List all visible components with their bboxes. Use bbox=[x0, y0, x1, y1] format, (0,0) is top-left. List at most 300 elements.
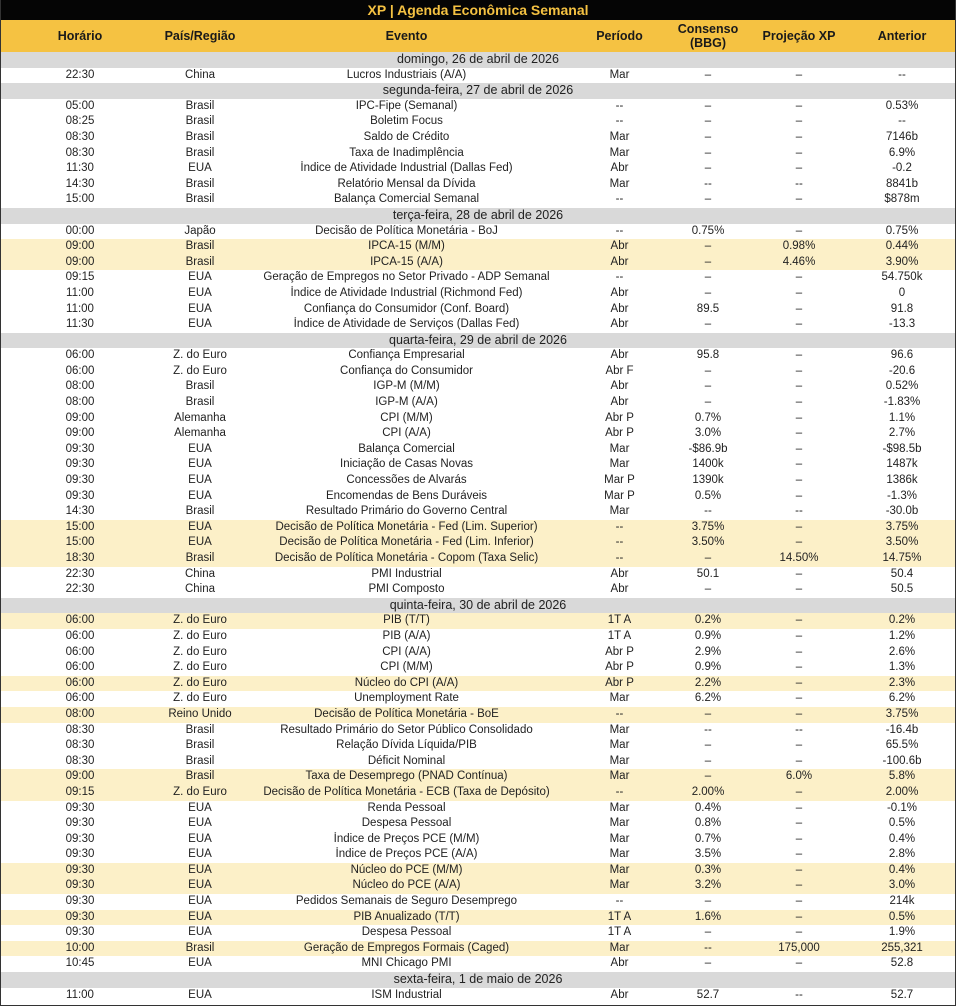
cell-country: Brasil bbox=[185, 552, 215, 564]
table-row bbox=[1, 442, 955, 458]
cell-event: Índice de Atividade Industrial (Richmond Fed) bbox=[290, 286, 523, 299]
cell-xp-projection: – bbox=[795, 785, 803, 798]
cell-period: Abr bbox=[610, 988, 629, 1001]
cell-event: Boletim Focus bbox=[370, 115, 443, 128]
cell-time: 11:00 bbox=[66, 988, 94, 1001]
cell-consensus: – bbox=[704, 318, 712, 331]
cell-event: Índice de Atividade de Serviços (Dallas Fed) bbox=[293, 318, 520, 331]
cell-period: Mar bbox=[609, 770, 630, 783]
cell-consensus: – bbox=[704, 957, 712, 970]
cell-event: Balança Comercial Semanal bbox=[333, 193, 480, 206]
cell-consensus: – bbox=[704, 380, 712, 393]
cell-period: -- bbox=[615, 536, 624, 549]
cell-previous: 6.2% bbox=[888, 692, 916, 705]
cell-time: 09:30 bbox=[65, 458, 95, 471]
cell-country: EUA bbox=[188, 318, 212, 331]
cell-time: 09:30 bbox=[65, 474, 95, 487]
cell-event: Confiança do Consumidor (Conf. Board) bbox=[303, 302, 510, 315]
cell-time: 09:30 bbox=[65, 801, 95, 814]
table-row bbox=[1, 317, 955, 333]
cell-country: EUA bbox=[188, 520, 212, 533]
cell-country: Brasil bbox=[185, 941, 215, 954]
cell-time: 08:30 bbox=[65, 723, 95, 736]
cell-time: 14:30 bbox=[65, 177, 95, 190]
cell-consensus: 0.75% bbox=[691, 224, 725, 237]
cell-event: Resultado Primário do Setor Público Consolidado bbox=[280, 723, 533, 736]
cell-consensus: 95.8 bbox=[696, 349, 720, 362]
cell-country: EUA bbox=[188, 271, 212, 284]
table-row bbox=[1, 130, 955, 146]
cell-previous: -1.3% bbox=[886, 489, 918, 502]
cell-consensus: 0.4% bbox=[694, 801, 722, 814]
cell-consensus: 0.8% bbox=[694, 817, 722, 830]
cell-previous: 2.00% bbox=[885, 785, 919, 798]
cell-event: ISM Industrial bbox=[371, 988, 442, 1001]
cell-consensus: 0.5% bbox=[694, 489, 722, 502]
column-header-periodo: Período bbox=[596, 29, 643, 43]
table-row bbox=[1, 691, 955, 707]
cell-event: IGP-M (A/A) bbox=[375, 396, 438, 409]
cell-period: Abr P bbox=[605, 411, 634, 424]
cell-event: Iniciação de Casas Novas bbox=[340, 458, 473, 471]
cell-time: 15:00 bbox=[65, 520, 95, 533]
cell-country: Z. do Euro bbox=[173, 661, 227, 674]
cell-time: 09:00 bbox=[65, 411, 95, 424]
cell-time: 06:00 bbox=[65, 645, 95, 658]
cell-country: EUA bbox=[188, 863, 212, 876]
cell-consensus: -- bbox=[704, 177, 712, 190]
table-row bbox=[1, 863, 955, 879]
table-body bbox=[1, 52, 955, 1003]
cell-previous: 65.5% bbox=[885, 739, 919, 752]
cell-country: Brasil bbox=[185, 130, 215, 143]
cell-country: Brasil bbox=[185, 240, 215, 253]
cell-period: -- bbox=[615, 224, 624, 237]
table-row bbox=[1, 988, 955, 1004]
cell-time: 09:00 bbox=[65, 427, 95, 440]
cell-period: Mar P bbox=[604, 474, 635, 487]
cell-period: -- bbox=[615, 707, 624, 720]
cell-consensus: – bbox=[704, 583, 712, 596]
cell-time: 06:00 bbox=[65, 364, 95, 377]
cell-time: 09:30 bbox=[65, 879, 95, 892]
table-row bbox=[1, 99, 955, 115]
cell-country: Alemanha bbox=[174, 411, 226, 424]
cell-xp-projection: -- bbox=[795, 723, 803, 736]
cell-event: Despesa Pessoal bbox=[361, 926, 452, 939]
cell-country: Z. do Euro bbox=[173, 614, 227, 627]
cell-country: EUA bbox=[188, 536, 212, 549]
cell-xp-projection: – bbox=[795, 302, 803, 315]
cell-time: 09:30 bbox=[65, 489, 95, 502]
cell-country: EUA bbox=[188, 286, 212, 299]
cell-event: Decisão de Política Monetária - ECB (Taxa de Depósito) bbox=[263, 785, 550, 798]
cell-country: China bbox=[184, 583, 216, 596]
cell-consensus: -$86.9b bbox=[688, 442, 728, 455]
cell-previous: -100.6b bbox=[882, 754, 922, 767]
cell-xp-projection: – bbox=[795, 692, 803, 705]
cell-xp-projection: -- bbox=[795, 505, 803, 518]
cell-previous: 1.9% bbox=[888, 926, 916, 939]
cell-previous: 0.4% bbox=[888, 832, 916, 845]
cell-period: Abr bbox=[610, 957, 629, 970]
cell-time: 10:00 bbox=[65, 941, 95, 954]
cell-period: Abr bbox=[610, 255, 629, 268]
table-header bbox=[1, 20, 955, 52]
cell-xp-projection: -- bbox=[795, 988, 803, 1001]
cell-consensus: – bbox=[704, 552, 712, 564]
table-row bbox=[1, 395, 955, 411]
cell-period: Abr bbox=[610, 318, 629, 331]
cell-consensus: – bbox=[704, 146, 712, 159]
cell-event: Núcleo do PCE (A/A) bbox=[352, 879, 461, 892]
cell-xp-projection: – bbox=[795, 489, 803, 502]
cell-consensus: 6.2% bbox=[694, 692, 722, 705]
cell-event: PMI Composto bbox=[368, 583, 445, 596]
cell-previous: 54.750k bbox=[881, 271, 923, 284]
cell-xp-projection: – bbox=[795, 318, 803, 331]
cell-period: Mar bbox=[609, 941, 630, 954]
table-row bbox=[1, 769, 955, 785]
cell-time: 06:00 bbox=[65, 676, 95, 689]
cell-period: Abr P bbox=[605, 661, 634, 674]
cell-period: Mar bbox=[609, 146, 630, 159]
cell-time: 09:00 bbox=[65, 240, 95, 253]
table-row bbox=[1, 114, 955, 130]
cell-xp-projection: – bbox=[795, 926, 803, 939]
cell-xp-projection: – bbox=[795, 536, 803, 549]
cell-event: Decisão de Política Monetária - Fed (Lim. Inferior) bbox=[279, 536, 534, 549]
cell-xp-projection: – bbox=[795, 286, 803, 299]
cell-country: EUA bbox=[188, 817, 212, 830]
day-header: terça-feira, 28 de abril de 2026 bbox=[1, 208, 955, 224]
cell-previous: 50.5 bbox=[890, 583, 914, 596]
cell-previous: 2.7% bbox=[888, 427, 916, 440]
cell-event: Geração de Empregos Formais (Caged) bbox=[303, 941, 510, 954]
cell-time: 09:00 bbox=[65, 255, 95, 268]
cell-time: 09:30 bbox=[65, 926, 95, 939]
table-row bbox=[1, 816, 955, 832]
cell-country: Brasil bbox=[185, 396, 215, 409]
cell-xp-projection: – bbox=[795, 396, 803, 409]
cell-period: Mar bbox=[609, 739, 630, 752]
cell-consensus: 2.9% bbox=[694, 645, 722, 658]
cell-period: Abr F bbox=[605, 364, 634, 377]
cell-xp-projection: – bbox=[795, 130, 803, 143]
cell-consensus: – bbox=[704, 68, 712, 81]
cell-consensus: – bbox=[704, 707, 712, 720]
cell-time: 15:00 bbox=[65, 193, 95, 206]
cell-country: Z. do Euro bbox=[173, 645, 227, 658]
cell-country: Z. do Euro bbox=[173, 629, 227, 642]
cell-period: -- bbox=[615, 271, 624, 284]
cell-xp-projection: 0.98% bbox=[782, 240, 816, 253]
cell-period: Abr bbox=[610, 162, 629, 175]
cell-xp-projection: – bbox=[795, 739, 803, 752]
cell-previous: 96.6 bbox=[890, 349, 914, 362]
cell-period: Abr bbox=[610, 583, 629, 596]
cell-previous: 0.44% bbox=[885, 240, 919, 253]
table-title: XP | Agenda Econômica Semanal bbox=[1, 0, 955, 20]
cell-event: Pedidos Semanais de Seguro Desemprego bbox=[295, 895, 518, 908]
table-row bbox=[1, 832, 955, 848]
cell-xp-projection: – bbox=[795, 879, 803, 892]
table-row bbox=[1, 177, 955, 193]
table-row bbox=[1, 847, 955, 863]
cell-time: 22:30 bbox=[65, 68, 95, 81]
column-header-horario: Horário bbox=[57, 29, 103, 43]
cell-period: Abr bbox=[610, 396, 629, 409]
cell-time: 08:00 bbox=[65, 707, 95, 720]
cell-previous: 7146b bbox=[886, 130, 918, 143]
cell-country: Brasil bbox=[185, 723, 215, 736]
cell-xp-projection: – bbox=[795, 832, 803, 845]
cell-country: EUA bbox=[188, 895, 212, 908]
cell-period: -- bbox=[615, 115, 624, 128]
cell-previous: 0.5% bbox=[888, 910, 916, 923]
cell-xp-projection: – bbox=[795, 910, 803, 923]
cell-xp-projection: – bbox=[795, 380, 803, 393]
cell-previous: -1.83% bbox=[883, 396, 921, 409]
cell-period: Abr bbox=[610, 240, 629, 253]
cell-previous: 14.75% bbox=[882, 552, 922, 564]
cell-previous: 214k bbox=[889, 895, 915, 908]
table-row bbox=[1, 629, 955, 645]
cell-country: Z. do Euro bbox=[173, 349, 227, 362]
cell-event: Resultado Primário do Governo Central bbox=[305, 505, 508, 518]
table-row bbox=[1, 535, 955, 551]
cell-previous: 1386k bbox=[886, 474, 918, 487]
cell-time: 18:30 bbox=[65, 552, 95, 564]
cell-period: Abr bbox=[610, 567, 629, 580]
cell-xp-projection: – bbox=[795, 801, 803, 814]
table-row bbox=[1, 457, 955, 473]
cell-xp-projection: – bbox=[795, 115, 803, 128]
cell-period: Mar bbox=[609, 130, 630, 143]
cell-xp-projection: – bbox=[795, 614, 803, 627]
cell-time: 05:00 bbox=[65, 99, 95, 112]
cell-country: EUA bbox=[188, 926, 212, 939]
cell-period: Mar bbox=[609, 754, 630, 767]
cell-xp-projection: 14.50% bbox=[779, 552, 819, 564]
cell-consensus: – bbox=[704, 240, 712, 253]
cell-event: CPI (M/M) bbox=[380, 411, 433, 424]
cell-previous: 6.9% bbox=[888, 146, 916, 159]
cell-consensus: – bbox=[704, 739, 712, 752]
cell-xp-projection: – bbox=[795, 146, 803, 159]
cell-event: Confiança Empresarial bbox=[348, 349, 465, 362]
cell-period: Mar bbox=[609, 801, 630, 814]
cell-time: 09:30 bbox=[65, 895, 95, 908]
cell-period: -- bbox=[615, 895, 624, 908]
cell-event: Concessões de Alvarás bbox=[346, 474, 467, 487]
cell-time: 09:15 bbox=[65, 271, 95, 284]
cell-previous: -0.2 bbox=[892, 162, 912, 175]
table-row bbox=[1, 239, 955, 255]
cell-time: 22:30 bbox=[65, 567, 95, 580]
cell-period: 1T A bbox=[607, 614, 632, 627]
cell-consensus: 0.7% bbox=[694, 832, 722, 845]
cell-period: -- bbox=[615, 193, 624, 206]
cell-time: 22:30 bbox=[65, 583, 95, 596]
cell-period: Mar bbox=[609, 692, 630, 705]
cell-consensus: 3.5% bbox=[694, 848, 722, 861]
cell-consensus: – bbox=[704, 754, 712, 767]
table-row bbox=[1, 723, 955, 739]
cell-event: Relatório Mensal da Dívida bbox=[337, 177, 476, 190]
cell-time: 06:00 bbox=[65, 661, 95, 674]
cell-event: Núcleo do PCE (M/M) bbox=[350, 863, 463, 876]
cell-xp-projection: – bbox=[795, 474, 803, 487]
cell-previous: 1.3% bbox=[888, 661, 916, 674]
table-row bbox=[1, 224, 955, 240]
cell-xp-projection: -- bbox=[795, 177, 803, 190]
table-row bbox=[1, 645, 955, 661]
cell-time: 08:25 bbox=[65, 115, 95, 128]
table-row bbox=[1, 785, 955, 801]
cell-period: 1T A bbox=[607, 629, 632, 642]
cell-country: EUA bbox=[188, 879, 212, 892]
cell-consensus: – bbox=[704, 162, 712, 175]
cell-period: 1T A bbox=[607, 926, 632, 939]
cell-country: Brasil bbox=[185, 255, 215, 268]
cell-event: IPCA-15 (M/M) bbox=[368, 240, 445, 253]
cell-previous: 1.2% bbox=[888, 629, 916, 642]
table-row bbox=[1, 146, 955, 162]
cell-consensus: 1400k bbox=[692, 458, 724, 471]
cell-xp-projection: – bbox=[795, 520, 803, 533]
cell-consensus: 89.5 bbox=[696, 302, 720, 315]
cell-xp-projection: 4.46% bbox=[782, 255, 816, 268]
cell-time: 11:30 bbox=[66, 162, 94, 175]
cell-xp-projection: – bbox=[795, 848, 803, 861]
cell-country: Japão bbox=[184, 224, 216, 237]
cell-consensus: -- bbox=[704, 941, 712, 954]
cell-xp-projection: – bbox=[795, 645, 803, 658]
table-row bbox=[1, 582, 955, 598]
cell-event: Decisão de Política Monetária - Fed (Lim. Superior) bbox=[275, 520, 538, 533]
cell-country: EUA bbox=[188, 801, 212, 814]
cell-event: Índice de Preços PCE (A/A) bbox=[335, 848, 478, 861]
cell-xp-projection: – bbox=[795, 707, 803, 720]
cell-consensus: – bbox=[704, 926, 712, 939]
cell-time: 06:00 bbox=[65, 629, 95, 642]
cell-previous: 0.52% bbox=[885, 380, 919, 393]
cell-consensus: 0.9% bbox=[694, 661, 722, 674]
table-row bbox=[1, 894, 955, 910]
cell-time: 10:45 bbox=[65, 957, 95, 970]
cell-time: 09:30 bbox=[65, 442, 95, 455]
cell-country: EUA bbox=[188, 442, 212, 455]
cell-previous: 5.8% bbox=[888, 770, 916, 783]
cell-consensus: 3.0% bbox=[694, 427, 722, 440]
cell-event: CPI (A/A) bbox=[382, 427, 431, 440]
cell-previous: -20.6 bbox=[888, 364, 916, 377]
cell-previous: 0.2% bbox=[888, 614, 916, 627]
cell-consensus: 0.9% bbox=[694, 629, 722, 642]
table-row bbox=[1, 286, 955, 302]
cell-previous: 3.90% bbox=[885, 255, 919, 268]
cell-time: 09:00 bbox=[65, 770, 95, 783]
cell-period: Abr P bbox=[605, 645, 634, 658]
cell-country: EUA bbox=[188, 474, 212, 487]
cell-country: EUA bbox=[188, 988, 212, 1001]
cell-event: MNI Chicago PMI bbox=[361, 957, 452, 970]
cell-event: PMI Industrial bbox=[371, 567, 442, 580]
table-row bbox=[1, 660, 955, 676]
cell-period: -- bbox=[615, 552, 624, 564]
table-row bbox=[1, 192, 955, 208]
cell-country: EUA bbox=[188, 162, 212, 175]
cell-time: 08:30 bbox=[65, 739, 95, 752]
table-row bbox=[1, 520, 955, 536]
column-header-consenso: Consenso (BBG) bbox=[677, 22, 739, 50]
cell-xp-projection: – bbox=[795, 442, 803, 455]
cell-xp-projection: – bbox=[795, 754, 803, 767]
cell-period: Abr bbox=[610, 286, 629, 299]
cell-period: Mar bbox=[609, 848, 630, 861]
table-row bbox=[1, 676, 955, 692]
cell-period: Mar bbox=[609, 832, 630, 845]
cell-time: 06:00 bbox=[65, 349, 95, 362]
day-header: quinta-feira, 30 de abril de 2026 bbox=[1, 598, 955, 614]
cell-country: EUA bbox=[188, 302, 212, 315]
cell-consensus: – bbox=[704, 895, 712, 908]
cell-previous: 255,321 bbox=[881, 941, 923, 954]
cell-country: Brasil bbox=[185, 99, 215, 112]
cell-consensus: 2.2% bbox=[694, 676, 722, 689]
table-row bbox=[1, 348, 955, 364]
cell-time: 08:00 bbox=[65, 396, 95, 409]
cell-country: China bbox=[184, 567, 216, 580]
cell-consensus: -- bbox=[704, 505, 712, 518]
cell-country: Brasil bbox=[185, 146, 215, 159]
cell-xp-projection: – bbox=[795, 99, 803, 112]
cell-previous: -0.1% bbox=[886, 801, 918, 814]
cell-country: Brasil bbox=[185, 380, 215, 393]
cell-country: EUA bbox=[188, 458, 212, 471]
cell-previous: 52.7 bbox=[890, 988, 914, 1001]
cell-period: -- bbox=[615, 520, 624, 533]
table-row bbox=[1, 68, 955, 84]
cell-previous: -- bbox=[898, 115, 906, 128]
cell-time: 08:30 bbox=[65, 146, 95, 159]
cell-consensus: – bbox=[704, 770, 712, 783]
cell-consensus: – bbox=[704, 193, 712, 206]
cell-event: Núcleo do CPI (A/A) bbox=[354, 676, 459, 689]
day-header: segunda-feira, 27 de abril de 2026 bbox=[1, 83, 955, 99]
cell-xp-projection: – bbox=[795, 661, 803, 674]
cell-consensus: – bbox=[704, 286, 712, 299]
cell-event: Saldo de Crédito bbox=[363, 130, 450, 143]
table-row bbox=[1, 878, 955, 894]
cell-event: Renda Pessoal bbox=[367, 801, 446, 814]
cell-country: China bbox=[184, 68, 216, 81]
day-header: sexta-feira, 1 de maio de 2026 bbox=[1, 972, 955, 988]
cell-period: Mar bbox=[609, 68, 630, 81]
cell-event: PIB (A/A) bbox=[382, 629, 431, 642]
cell-event: Despesa Pessoal bbox=[361, 817, 452, 830]
table-row bbox=[1, 489, 955, 505]
cell-previous: 50.4 bbox=[890, 567, 914, 580]
table-row bbox=[1, 567, 955, 583]
cell-consensus: 0.3% bbox=[694, 863, 722, 876]
cell-period: Mar bbox=[609, 817, 630, 830]
cell-period: Mar bbox=[609, 505, 630, 518]
table-row bbox=[1, 941, 955, 957]
cell-previous: 91.8 bbox=[890, 302, 914, 315]
cell-event: CPI (M/M) bbox=[380, 661, 433, 674]
